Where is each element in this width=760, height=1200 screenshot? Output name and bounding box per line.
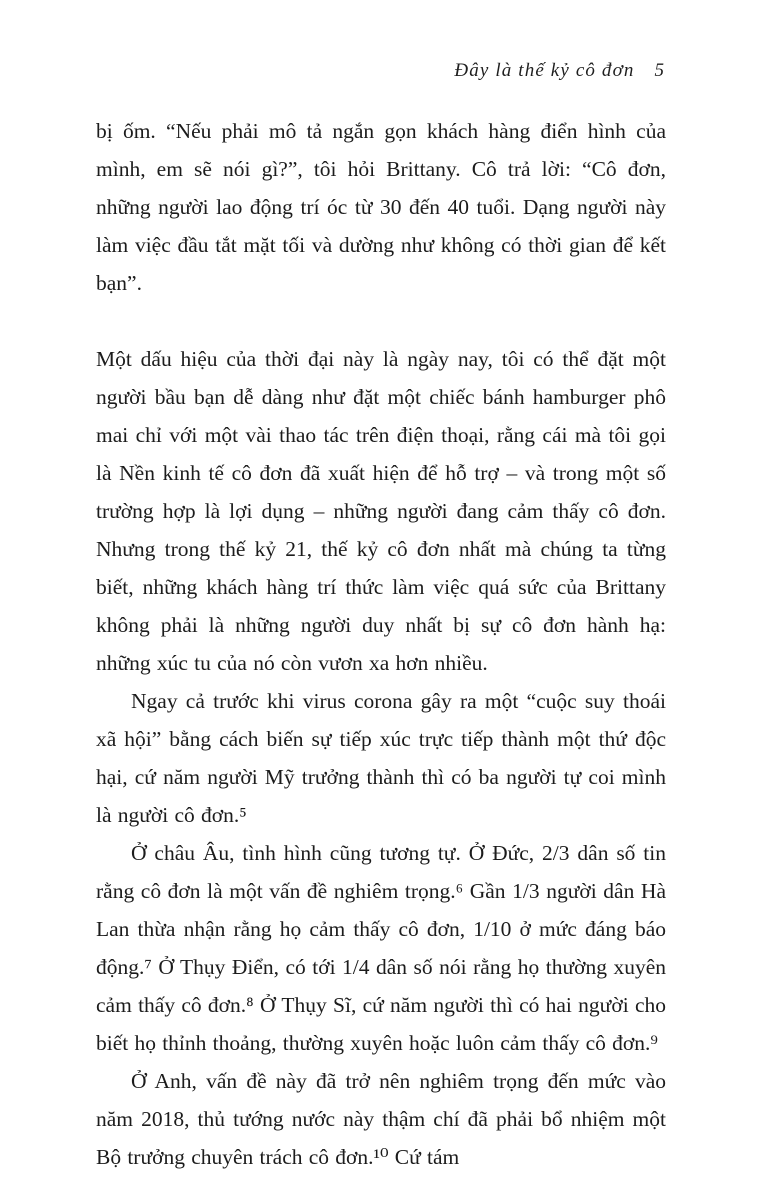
running-title: Đây là thế kỷ cô đơn xyxy=(454,60,635,81)
paragraph-section-opening: Một dấu hiệu của thời đại này là ngày nay, tôi có thể đặt một người bầu bạn dễ dàng như đặt một chiếc bánh hamburger phô mai chỉ với một vài thao tác trên điện thoại, rằng cái mà tôi gọi là Nền kinh tế cô đơn đã xuất hiện để hỗ trợ – và trong một số trường hợp là lợi dụng – những người đang cảm thấy cô đơn. Nhưng trong thế kỷ 21, thế kỷ cô đơn nhất mà chúng ta từng biết, những khách hàng trí thức làm việc quá sức của Brittany không phải là những người duy nhất bị sự cô đơn hành hạ: những xúc tu của nó còn vươn xa hơn nhiều. xyxy=(96,347,666,675)
page-body xyxy=(96,112,666,1176)
paragraph-continuation: bị ốm. “Nếu phải mô tả ngắn gọn khách hàng điển hình của mình, em sẽ nói gì?”, tôi hỏi Brittany. Cô trả lời: “Cô đơn, những người lao động trí óc từ 30 đến 40 tuổi. Dạng người này làm việc đầu tắt mặt tối và dường như không có thời gian để kết bạn”. xyxy=(96,119,666,295)
page-number: 5 xyxy=(654,60,664,81)
paragraph-uk-minister: Ở Anh, vấn đề này đã trở nên nghiêm trọng đến mức vào năm 2018, thủ tướng nước này thậm chí đã phải bổ nhiệm một Bộ trưởng chuyên trách cô đơn.¹⁰ Cứ tám xyxy=(96,1069,666,1169)
paragraph-us-statistic: Ngay cả trước khi virus corona gây ra một “cuộc suy thoái xã hội” bằng cách biến sự tiếp xúc trực tiếp thành một thứ độc hại, cứ năm người Mỹ trưởng thành thì có ba người tự coi mình là người cô đơn.⁵ xyxy=(96,689,666,827)
page-header xyxy=(96,58,666,84)
paragraph-europe-statistics: Ở châu Âu, tình hình cũng tương tự. Ở Đức, 2/3 dân số tin rằng cô đơn là một vấn đề nghiêm trọng.⁶ Gần 1/3 người dân Hà Lan thừa nhận rằng họ cảm thấy cô đơn, 1/10 ở mức đáng báo động.⁷ Ở Thụy Điển, có tới 1/4 dân số nói rằng họ thường xuyên cảm thấy cô đơn.⁸ Ở Thụy Sĩ, cứ năm người thì có hai người cho biết họ thỉnh thoảng, thường xuyên hoặc luôn cảm thấy cô đơn.⁹ xyxy=(96,841,666,1055)
